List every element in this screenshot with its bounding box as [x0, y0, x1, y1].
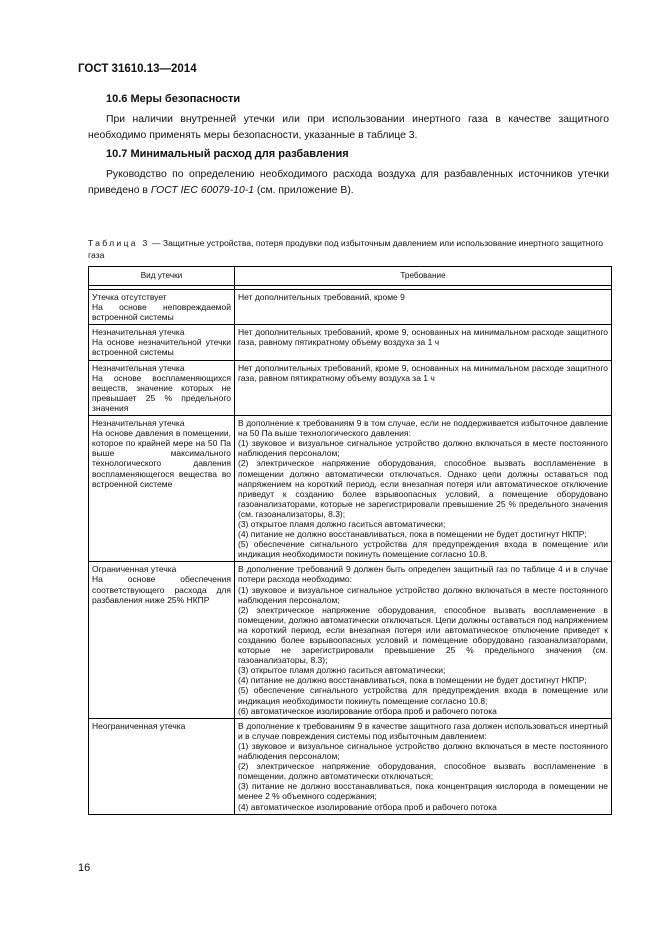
table-row [89, 416, 612, 562]
leak-type-name: Неограниченная утечка [92, 720, 186, 731]
leak-type-basis: На основе воспламеняющихся веществ, значение которых не превышает 25 % предельного значения [92, 372, 231, 413]
leak-type-cell [89, 718, 235, 814]
leak-type-name: Утечка отсутствует [92, 292, 167, 302]
leak-type-name: Незначительная утечка [92, 327, 185, 338]
requirement-line: (3) открытое пламя должно гаситься автоматически; [238, 518, 446, 529]
requirement-line: (1) звуковое и визуальное сигнальное устройство должно включаться в месте постоянного наблюдения персоналом; [238, 584, 608, 605]
requirement-cell [235, 290, 612, 325]
table-row [89, 325, 612, 360]
requirement-line: (3) открытое пламя должно гаситься автоматически; [238, 665, 446, 676]
requirement-line: (4) автоматическое изолирование отбора проб и рабочего потока [238, 801, 497, 812]
requirement-line: (2) электрическое напряжение оборудования, способное вызвать воспламенение в помещении, должно автоматически отключаться. Цепи должны оставаться под напряжением на короткий период, если внезапная потеря или автоматическое отключение приведет к созданию более взрывоопасных условий и помещение оборудовано газоанализаторами, которые не зарегистрировали превышение 25 % предельного значения (см. газоанализаторы, 8.3); [238, 604, 608, 666]
table-row [89, 562, 612, 718]
requirement-cell [235, 562, 612, 718]
table-caption-text: — Защитные устройства, потеря продувки под избыточным давлением или использование инертного защитного газа [88, 238, 604, 260]
leak-type-cell [89, 562, 235, 718]
table-row [89, 290, 612, 325]
requirement-line: (1) звуковое и визуальное сигнальное устройство должно включаться в месте постоянного наблюдения персоналом; [238, 438, 608, 459]
requirement-cell [235, 416, 612, 562]
table-body [89, 290, 612, 815]
requirement-line: (1) звуковое и визуальное сигнальное устройство должно включаться в месте постоянного наблюдения персоналом; [238, 740, 608, 762]
requirement-line: (2) электрическое напряжение оборудования, способное вызвать воспламенение в помещении, должно автоматически отключаться; [238, 761, 608, 782]
requirement-line: В дополнение требований 9 должен быть определен защитный газ по таблице 4 и в случае потери расхода необходимо: [238, 564, 608, 585]
leak-type-cell [89, 360, 235, 415]
table-row [89, 360, 612, 415]
requirements-table [88, 266, 612, 815]
header-leak-type: Вид утечки [89, 267, 235, 286]
standard-header: ГОСТ 31610.13—2014 [78, 63, 197, 75]
section-10-6-title: 10.6 Меры безопасности [106, 93, 241, 105]
requirement-line: Нет дополнительных требований, кроме 9, основанных на минимальном расходе защитного газа, равном пятикратному объему воздуха за 1 ч [238, 362, 608, 383]
requirement-line: (6) автоматическое изолирование отбора проб и рабочего потока [238, 705, 497, 716]
section-10-7-text-after: (см. приложение В). [253, 184, 354, 196]
table-row [89, 718, 612, 814]
leak-type-cell [89, 290, 235, 325]
section-10-7-reference: ГОСТ IEC 60079-10-1 [150, 184, 254, 196]
section-10-7-text-before: Руководство по определению необходимого расхода воздуха для разбавленных источников утечки приведено в [88, 169, 609, 196]
leak-type-basis: На основе обеспечения соответствующего расхода для разбавления ниже 25% НКПР [92, 574, 231, 605]
leak-type-basis: На основе неповреждаемой встроенной системы [92, 302, 231, 323]
leak-type-name: Ограниченная утечка [92, 564, 177, 575]
requirement-cell [235, 718, 612, 814]
requirement-line: (4) питание не должно восстанавливаться, пока в помещении не будет достигнут НКПР; [238, 529, 587, 540]
table-caption [88, 237, 611, 261]
requirement-cell [235, 325, 612, 360]
requirement-cell [235, 360, 612, 415]
leak-type-cell [89, 325, 235, 360]
table-header-row [89, 267, 612, 286]
leak-type-basis: На основе давления в помещении, которое по крайней мере на 50 Па выше максимального технологического давления воспламеняющегося вещества во встроенной системе [92, 428, 231, 489]
requirement-line: (5) обеспечение сигнального устройства для предупреждения входа в помещение или индикация необходимости покинуть помещение согласно 10.8; [238, 685, 608, 706]
table-caption-label: Таблица 3 [88, 238, 150, 248]
page-number: 16 [78, 862, 91, 874]
leak-type-basis: На основе незначительной утечки встроенной системы [92, 337, 231, 358]
header-requirement: Требование [235, 267, 612, 286]
section-10-6-text: При наличии внутренней утечки или при использовании инертного газа в качестве защитного необходимо применять меры безопасности, указанные в таблице 3. [88, 114, 609, 141]
section-10-7-title: 10.7 Минимальный расход для разбавления [106, 148, 349, 160]
requirement-line: Нет дополнительных требований, кроме 9, основанных на минимальном расходе защитного газа, равному пятикратному объему воздуха за 1 ч [238, 327, 608, 348]
requirement-line: В дополнение к требованиям 9 в качестве защитного газа должен использоваться инертный и в случае повреждения системы под избыточным давлением: [238, 720, 608, 741]
leak-type-cell [89, 416, 235, 562]
requirement-line: В дополнение к требованиям 9 в том случае, если не поддерживается избыточное давление на 50 Па выше технологического давления: [238, 418, 608, 439]
requirement-line: Нет дополнительных требований, кроме 9 [238, 292, 405, 302]
requirement-line: (4) питание не должно восстанавливаться, пока в помещении не будет достигнут НКПР; [238, 675, 587, 686]
requirement-line: (3) питание не должно восстанавливаться, пока концентрация кислорода в помещении не менее 2 % объемного содержания; [238, 781, 608, 802]
leak-type-name: Незначительная утечка [92, 362, 185, 373]
requirement-line: (5) обеспечение сигнального устройства для предупреждения входа в помещение или индикация необходимости покинуть помещение согласно 10.8. [238, 539, 608, 560]
leak-type-name: Незначительная утечка [92, 418, 185, 429]
section-10-7-text [88, 167, 609, 198]
requirement-line: (2) электрическое напряжение оборудования, способное вызвать воспламенение в помещении должно автоматически отключаться. Однако цепи должны оставаться под напряжением на короткий период, если внезапная потеря или автоматическое отключение приведут к созданию более взрывоопасных условий, а помещение оборудовано газоанализаторами, которые не зарегистрировали превышение 25 % предельного значения (см. газоанализаторы, 8.3); [238, 458, 608, 519]
